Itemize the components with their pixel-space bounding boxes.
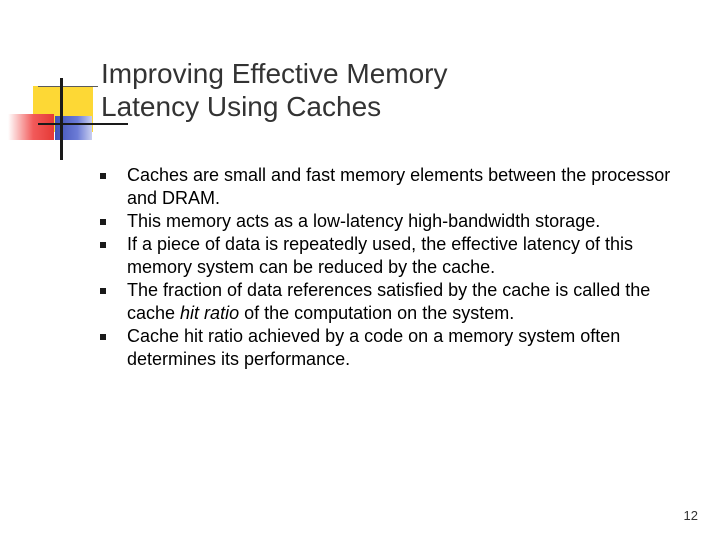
bullet-item	[100, 233, 700, 279]
bullet-text	[127, 280, 650, 323]
logo-red-block	[8, 114, 54, 140]
bullet-square-icon	[100, 334, 106, 340]
slide-title-line-2: Latency Using Caches	[101, 91, 382, 122]
bullet-item	[100, 325, 700, 371]
bullet-square-icon	[100, 219, 106, 225]
slide-title-line-1: Improving Effective Memory	[101, 58, 448, 89]
bullet-list	[100, 164, 700, 371]
logo-vertical-rule	[60, 78, 63, 160]
bullet-text: This memory acts as a low-latency high-bandwidth storage.	[127, 211, 601, 231]
bullet-item	[100, 279, 700, 325]
bullet-square-icon	[100, 173, 106, 179]
bullet-item	[100, 210, 700, 233]
bullet-text-part: of the computation on the system.	[239, 303, 515, 323]
bullet-text: Cache hit ratio achieved by a code on a memory system often determines its performance.	[127, 326, 621, 369]
slide-title	[101, 57, 661, 123]
logo-horizontal-rule	[38, 123, 128, 125]
bullet-square-icon	[100, 242, 106, 248]
page-number: 12	[683, 508, 698, 523]
hit-ratio-term: hit ratio	[180, 303, 240, 323]
bullet-text-part: The fraction of data references satisfied by the cache is called the cache	[127, 280, 651, 323]
bullet-text: Caches are small and fast memory elements between the processor and DRAM.	[127, 165, 671, 208]
logo-top-rule	[38, 86, 98, 87]
bullet-square-icon	[100, 288, 106, 294]
bullet-text: If a piece of data is repeatedly used, the effective latency of this memory system can be reduced by the cache.	[127, 234, 633, 277]
bullet-item	[100, 164, 700, 210]
